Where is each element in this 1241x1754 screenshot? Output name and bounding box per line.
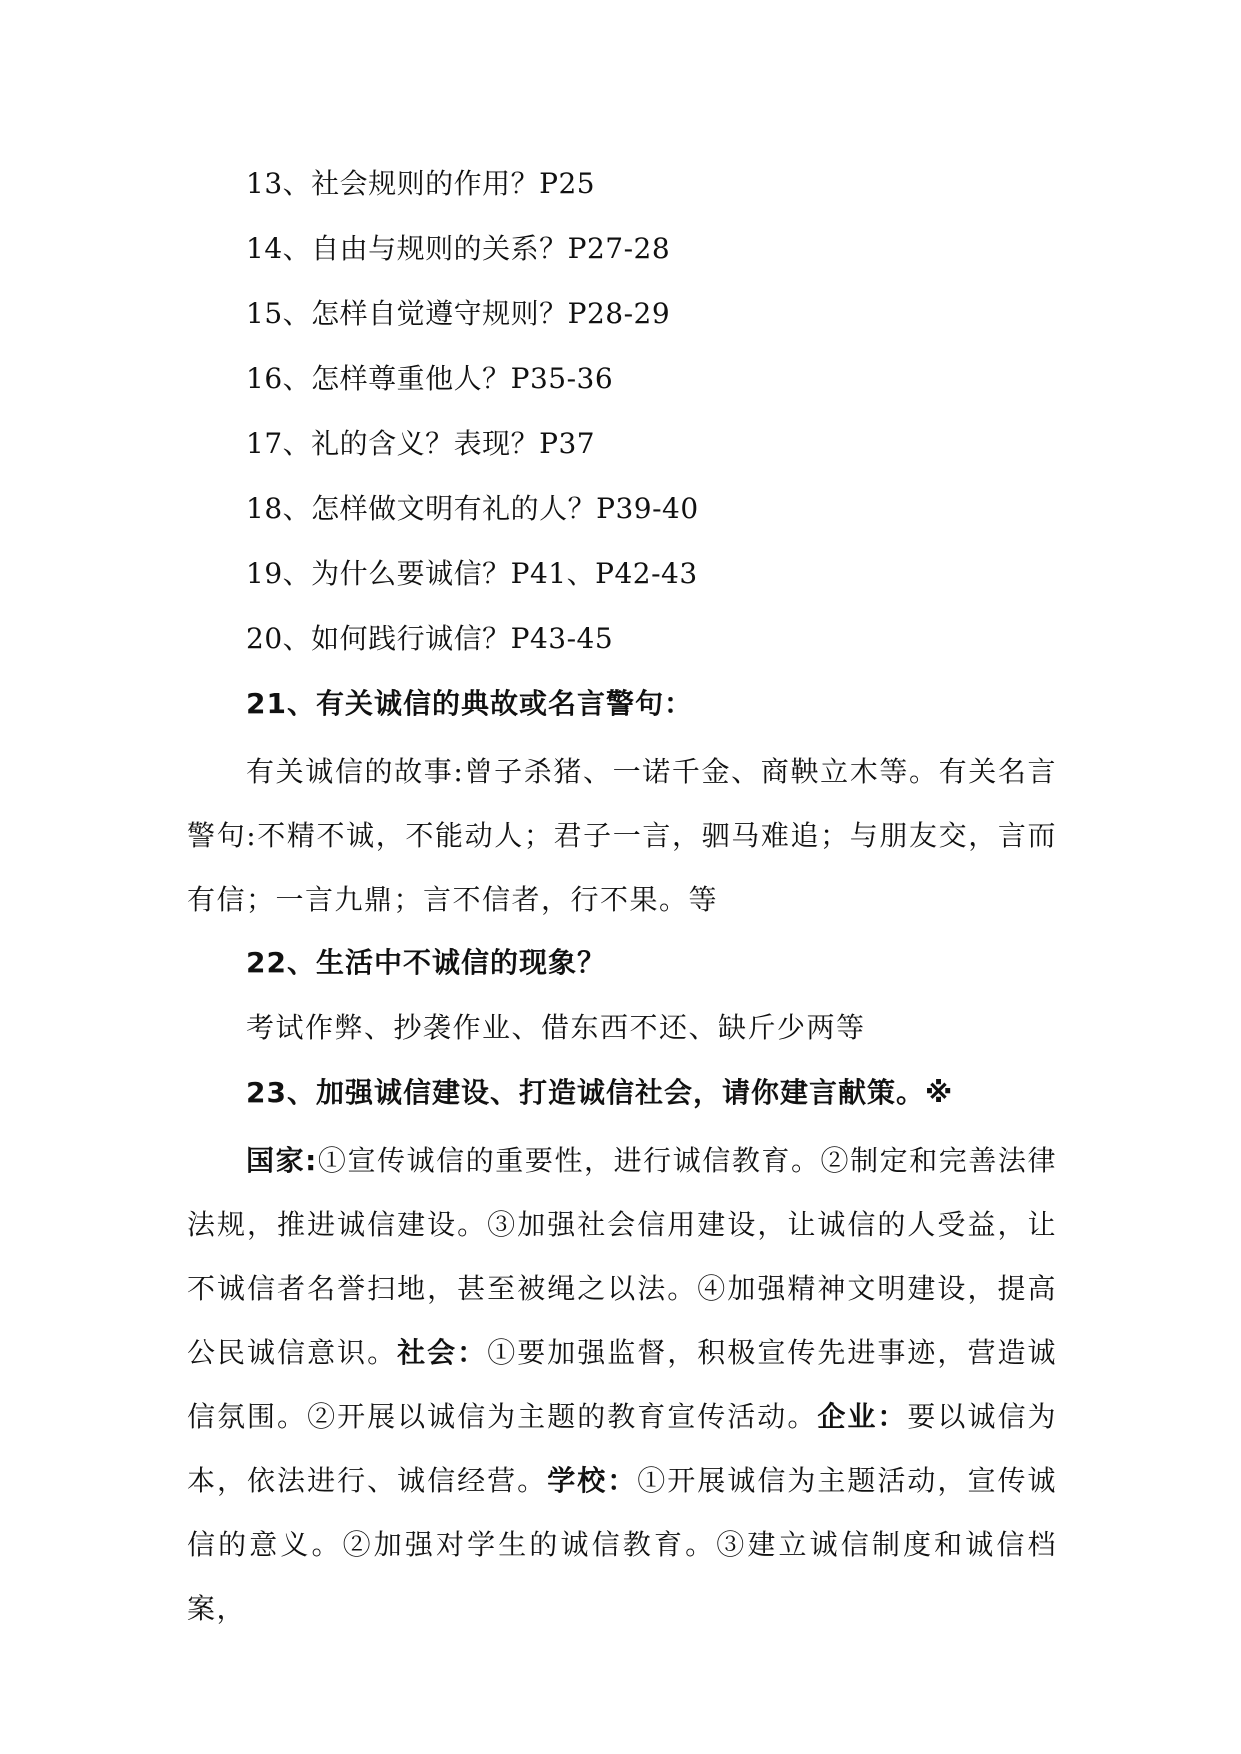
school-label: 学校：	[547, 1464, 638, 1497]
society-text: ①要加强监督，积极宣传先进事迹，营造诚信氛围。②开展以诚信为主题的教育宣传活动。	[187, 1336, 1057, 1433]
question-19: 19、为什么要诚信？P41、P42-43	[246, 557, 698, 590]
enterprise-text: 要以诚信为本，依法进行、诚信经营。	[187, 1400, 1057, 1497]
answer-21: 有关诚信的故事:曾子杀猪、一诺千金、商鞅立木等。有关名言警句:不精不诚，不能动人；君子一言，驷马难追；与朋友交，言而有信；一言九鼎；言不信者，行不果。等	[187, 755, 1057, 916]
question-18: 18、怎样做文明有礼的人？P39-40	[246, 492, 699, 525]
question-15: 15、怎样自觉遵守规则？P28-29	[246, 297, 671, 330]
national-text: ①宣传诚信的重要性，进行诚信教育。②制定和完善法律法规，推进诚信建设。③加强社会信用建设，让诚信的人受益，让不诚信者名誉扫地，甚至被绳之以法。④加强精神文明建设，提高公民诚信意识。	[187, 1144, 1057, 1369]
question-17: 17、礼的含义？表现？P37	[246, 427, 596, 460]
question-16: 16、怎样尊重他人？P35-36	[246, 362, 614, 395]
school-text: ①开展诚信为主题活动，宣传诚信的意义。②加强对学生的诚信教育。③建立诚信制度和诚信档案，	[187, 1464, 1057, 1625]
question-14: 14、自由与规则的关系？P27-28	[246, 232, 671, 265]
question-20: 20、如何践行诚信？P43-45	[246, 622, 614, 655]
question-21: 21、有关诚信的典故或名言警句：	[246, 687, 693, 720]
national-label: 国家:	[246, 1144, 318, 1177]
enterprise-label: 企业：	[817, 1400, 908, 1433]
answer-23	[187, 1129, 1057, 1641]
question-22: 22、生活中不诚信的现象？	[246, 946, 606, 979]
answer-22: 考试作弊、抄袭作业、借东西不还、缺斤少两等	[246, 1011, 866, 1044]
question-23: 23、加强诚信建设、打造诚信社会，请你建言献策。※	[246, 1076, 954, 1109]
society-label: 社会：	[397, 1336, 488, 1369]
question-13: 13、社会规则的作用？P25	[246, 167, 596, 200]
